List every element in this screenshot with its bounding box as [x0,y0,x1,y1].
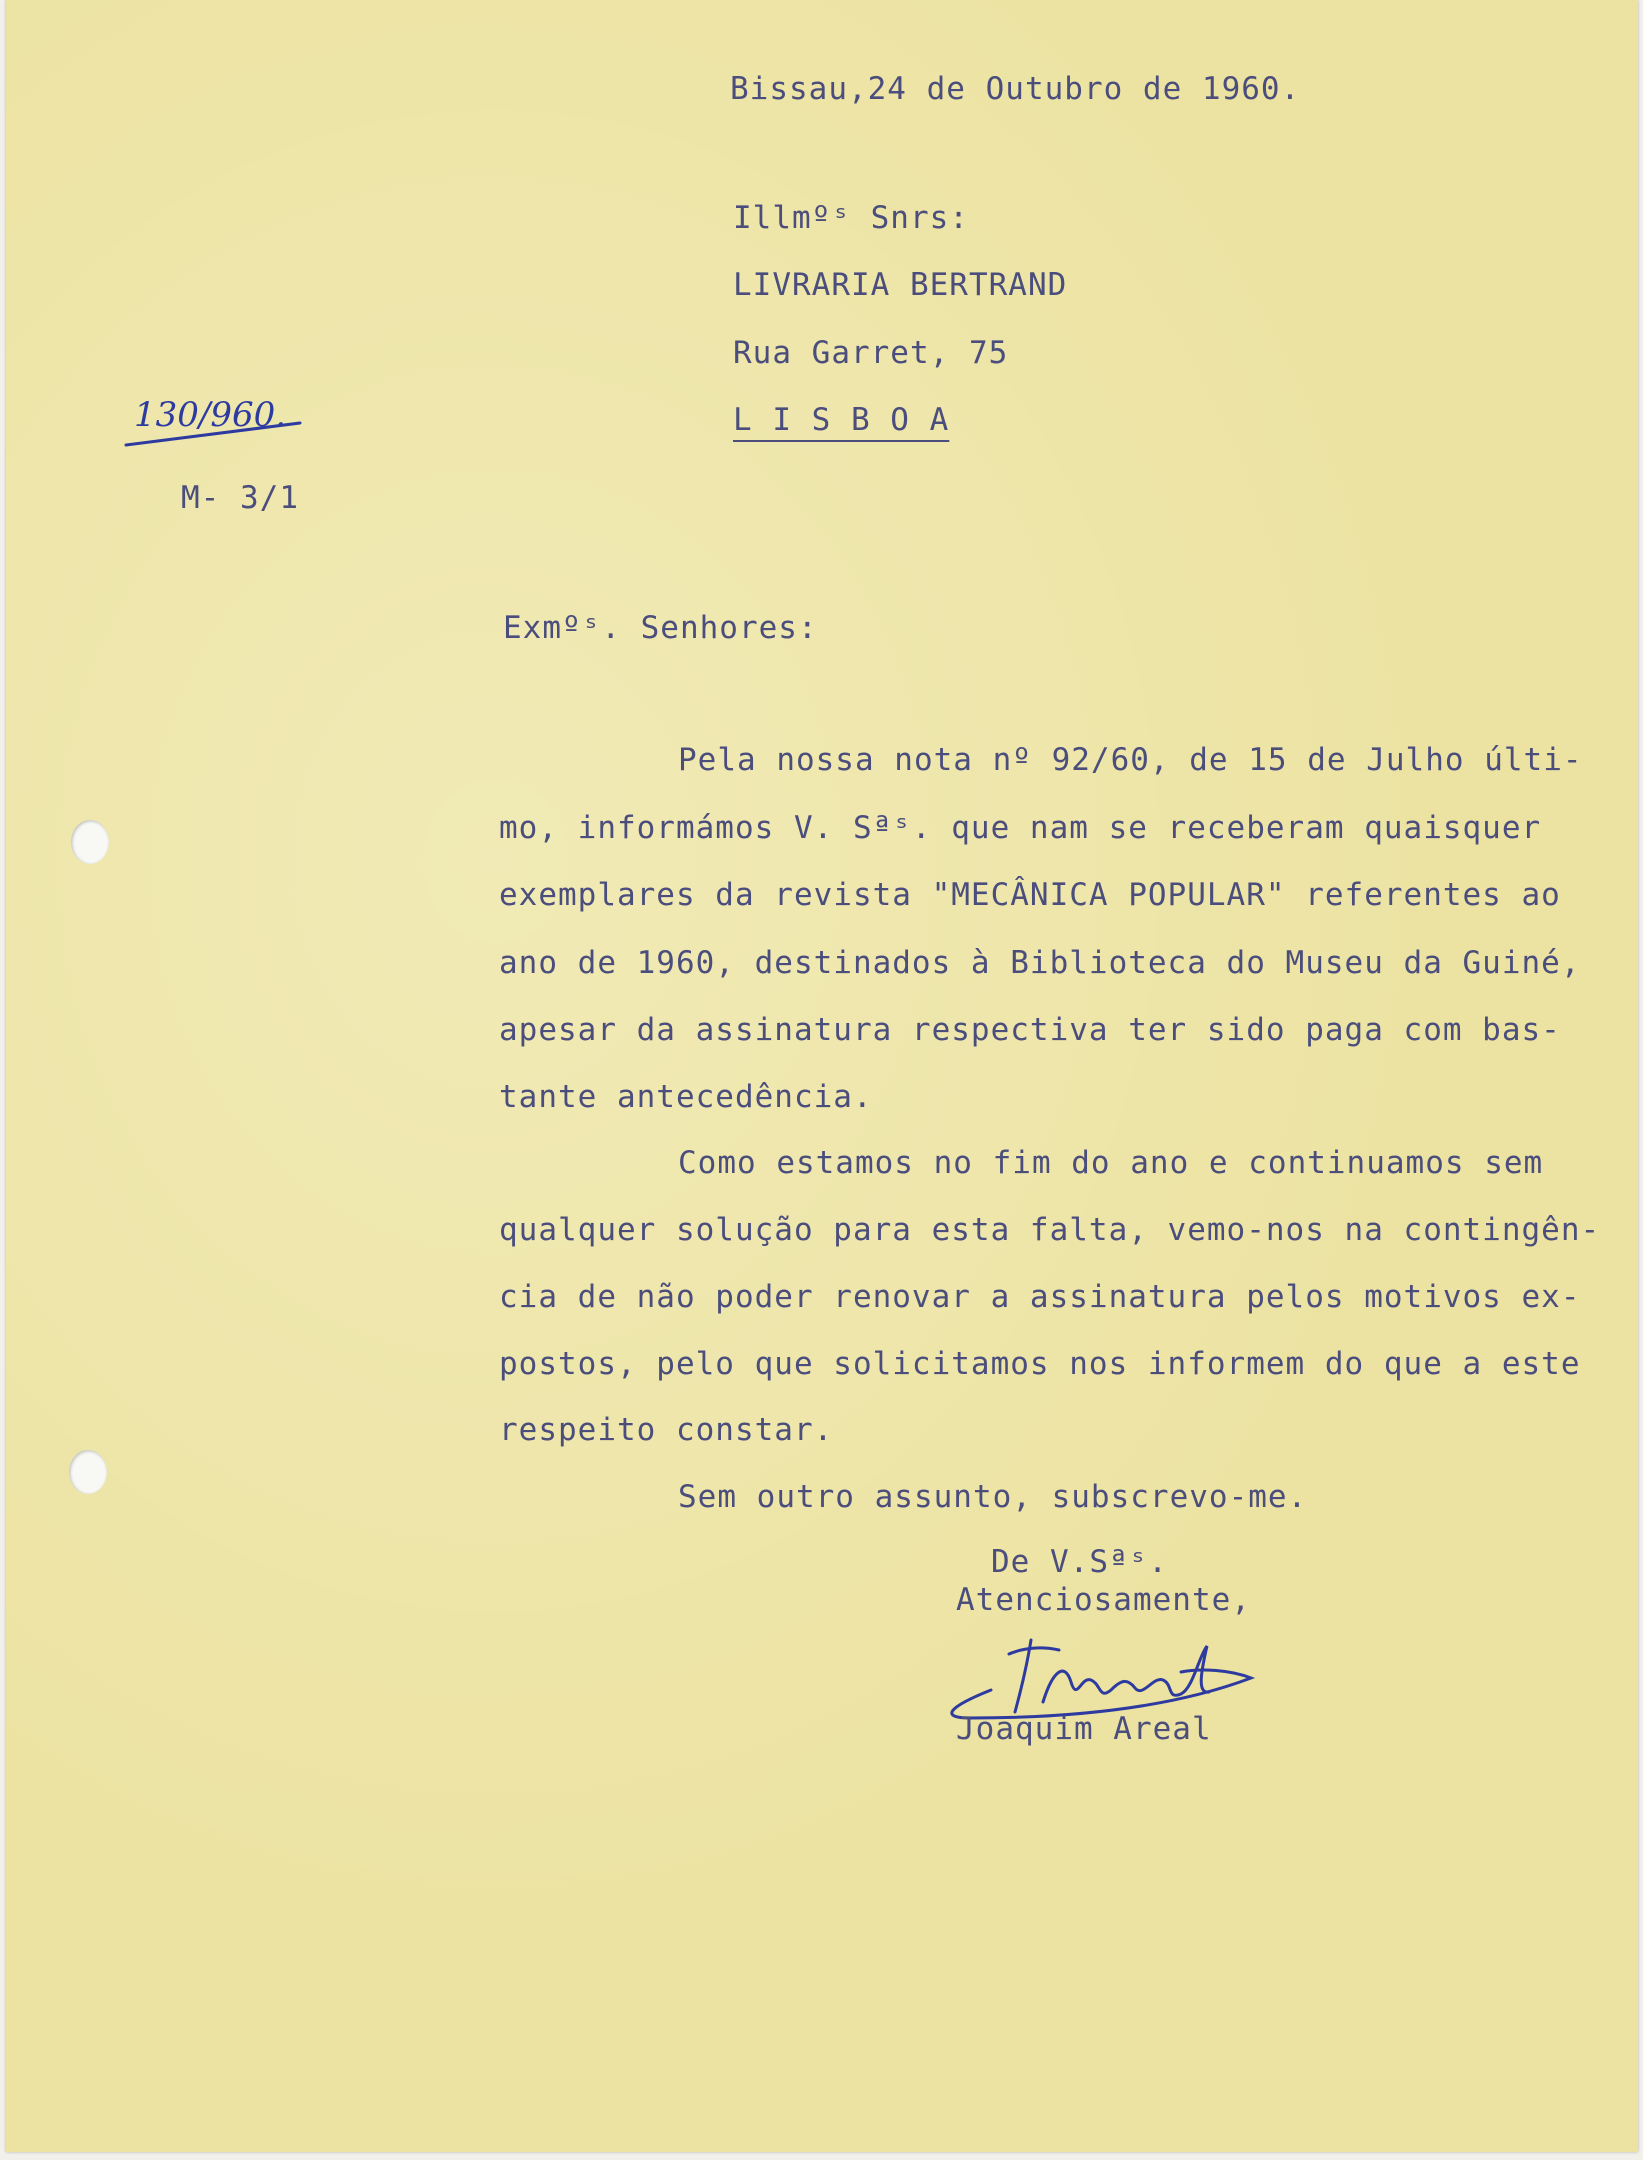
body-line: tante antecedência. [499,1079,873,1115]
body-line: Como estamos no fim do ano e continuamos sem [678,1145,1544,1181]
letter-greeting: Exmºˢ. Senhores: [503,610,818,646]
body-line: qualquer solução para esta falta, vemo-nos na contingên- [499,1212,1601,1248]
punch-hole-top [71,820,109,864]
reference-number: 130/960. [134,395,287,435]
body-line: Sem outro assunto, subscrevo-me. [678,1479,1308,1515]
closing-line-2: Atenciosamente, [956,1582,1251,1618]
recipient-city: L I S B O A [733,402,950,438]
letter-sheet [6,0,1638,2152]
letter-date: Bissau,24 de Outubro de 1960. [730,71,1301,107]
punch-hole-bottom [69,1450,107,1494]
body-line: apesar da assinatura respectiva ter sido paga com bas- [499,1012,1561,1048]
closing-line-1: De V.Sªˢ. [991,1544,1168,1580]
body-line: postos, pelo que solicitamos nos informem do que a este [499,1346,1581,1382]
body-line: ano de 1960, destinados à Biblioteca do Museu da Guiné, [499,945,1581,981]
body-line: exemplares da revista "MECÂNICA POPULAR" referentes ao [499,877,1561,913]
recipient-name: LIVRARIA BERTRAND [733,267,1068,303]
file-code: M- 3/1 [181,480,299,516]
body-line: cia de não poder renovar a assinatura pelos motivos ex- [499,1279,1581,1315]
body-line: mo, informámos V. Sªˢ. que nam se receberam quaisquer [499,810,1542,846]
signatory-name: Joaquim Areal [956,1711,1212,1747]
recipient-salutation: Illmºˢ Snrs: [733,200,969,236]
body-line: respeito constar. [499,1412,834,1448]
body-line: Pela nossa nota nº 92/60, de 15 de Julho últi- [678,742,1583,778]
recipient-street: Rua Garret, 75 [733,335,1009,371]
